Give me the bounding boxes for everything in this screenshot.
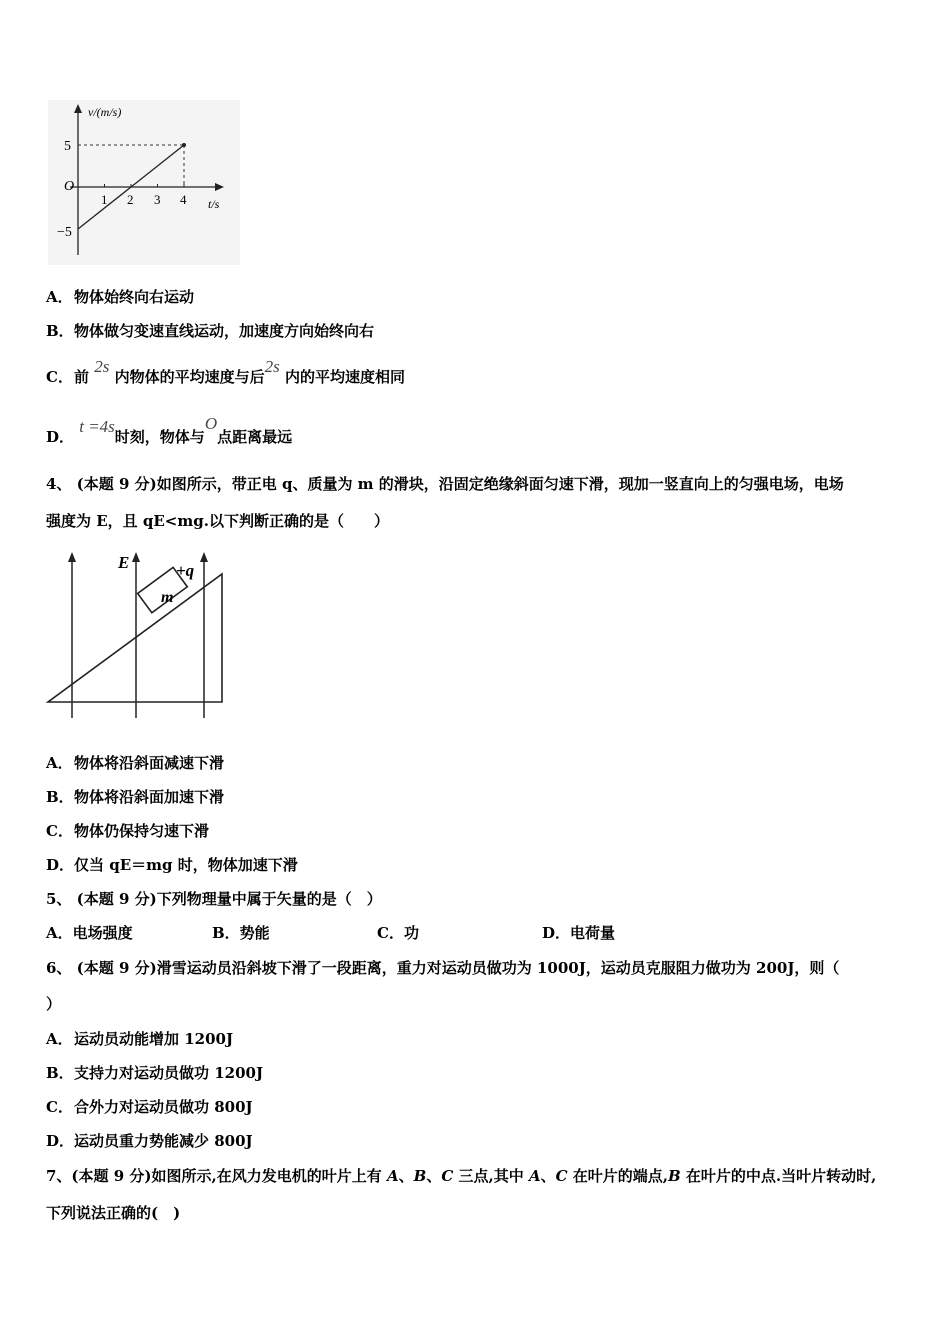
field-arrow-icon xyxy=(200,552,208,562)
velocity-endpoint xyxy=(182,143,186,147)
q5-option-c: C．功 xyxy=(377,924,419,942)
q6-option-b: B．支持力对运动员做功 1200J xyxy=(46,1064,264,1082)
q7-stem-line1: 7、(本题 9 分)如图所示,在风力发电机的叶片上有 A、B、C 三点,其中 A、C 在叶片的端点,B 在叶片的中点.当叶片转动时, xyxy=(46,1167,877,1185)
q3-option-b: B．物体做匀变速直线运动，加速度方向始终向右 xyxy=(46,322,375,340)
math-2s: 2s xyxy=(264,357,280,376)
y-tick-label: 5 xyxy=(64,139,71,154)
incline-figure xyxy=(44,548,230,720)
y-axis-label: v/(m/s) xyxy=(88,105,122,119)
incline xyxy=(48,574,222,702)
q5-options xyxy=(46,922,746,942)
x-tick-label: 4 xyxy=(180,192,187,207)
q5-option-a: A．电场强度 xyxy=(46,924,133,942)
q5-stem: 5、 (本题 9 分)下列物理量中属于矢量的是（ ） xyxy=(46,890,382,908)
charge-label: +q xyxy=(176,561,195,580)
q7-stem-line2: 下列说法正确的( ) xyxy=(46,1204,181,1222)
math-2s: 2s xyxy=(94,357,110,376)
q5-option-d: D．电荷量 xyxy=(542,924,616,942)
field-label: E xyxy=(118,553,130,572)
x-tick-label: 3 xyxy=(154,192,161,207)
q3-option-d: D． t =4s时刻，物体与O点距离最远 xyxy=(46,414,293,446)
q4-option-a: A．物体将沿斜面减速下滑 xyxy=(46,754,225,772)
q3-option-c: C．前 2s 内物体的平均速度与后2s 内的平均速度相同 xyxy=(46,357,405,386)
x-axis-label: t/s xyxy=(208,197,220,211)
math-O: O xyxy=(204,414,218,433)
mass-label: m xyxy=(161,589,174,606)
x-tick-label: 1 xyxy=(101,192,108,207)
math-t-4s: t =4s xyxy=(79,417,115,436)
y-tick-label: −5 xyxy=(57,225,72,240)
q4-stem-line1: 4、 (本题 9 分)如图所示，带正电 q、质量为 m 的滑块，沿固定绝缘斜面匀速下滑，现加一竖直向上的匀强电场，电场 xyxy=(46,475,844,493)
vt-graph xyxy=(48,100,240,265)
x-tick-label: 2 xyxy=(127,192,134,207)
field-arrow-icon xyxy=(68,552,76,562)
origin-label: O xyxy=(64,179,75,194)
q6-stem-line2: ） xyxy=(46,995,62,1013)
q3-option-a: A．物体始终向右运动 xyxy=(46,288,195,306)
q6-stem-line1: 6、 (本题 9 分)滑雪运动员沿斜坡下滑了一段距离，重力对运动员做功为 1000J，运动员克服阻力做功为 200J，则（ xyxy=(46,959,840,977)
q5-option-b: B．势能 xyxy=(212,924,270,942)
field-arrow-icon xyxy=(132,552,140,562)
q6-option-d: D．运动员重力势能减少 800J xyxy=(46,1132,253,1150)
q4-option-d: D．仅当 qE＝mg 时，物体加速下滑 xyxy=(46,856,298,874)
q6-option-c: C．合外力对运动员做功 800J xyxy=(46,1098,253,1116)
q4-stem-line2: 强度为 E，且 qE<mg.以下判断正确的是（ ） xyxy=(46,512,389,530)
q4-option-b: B．物体将沿斜面加速下滑 xyxy=(46,788,225,806)
q4-option-c: C．物体仍保持匀速下滑 xyxy=(46,822,210,840)
q6-option-a: A．运动员动能增加 1200J xyxy=(46,1030,234,1048)
